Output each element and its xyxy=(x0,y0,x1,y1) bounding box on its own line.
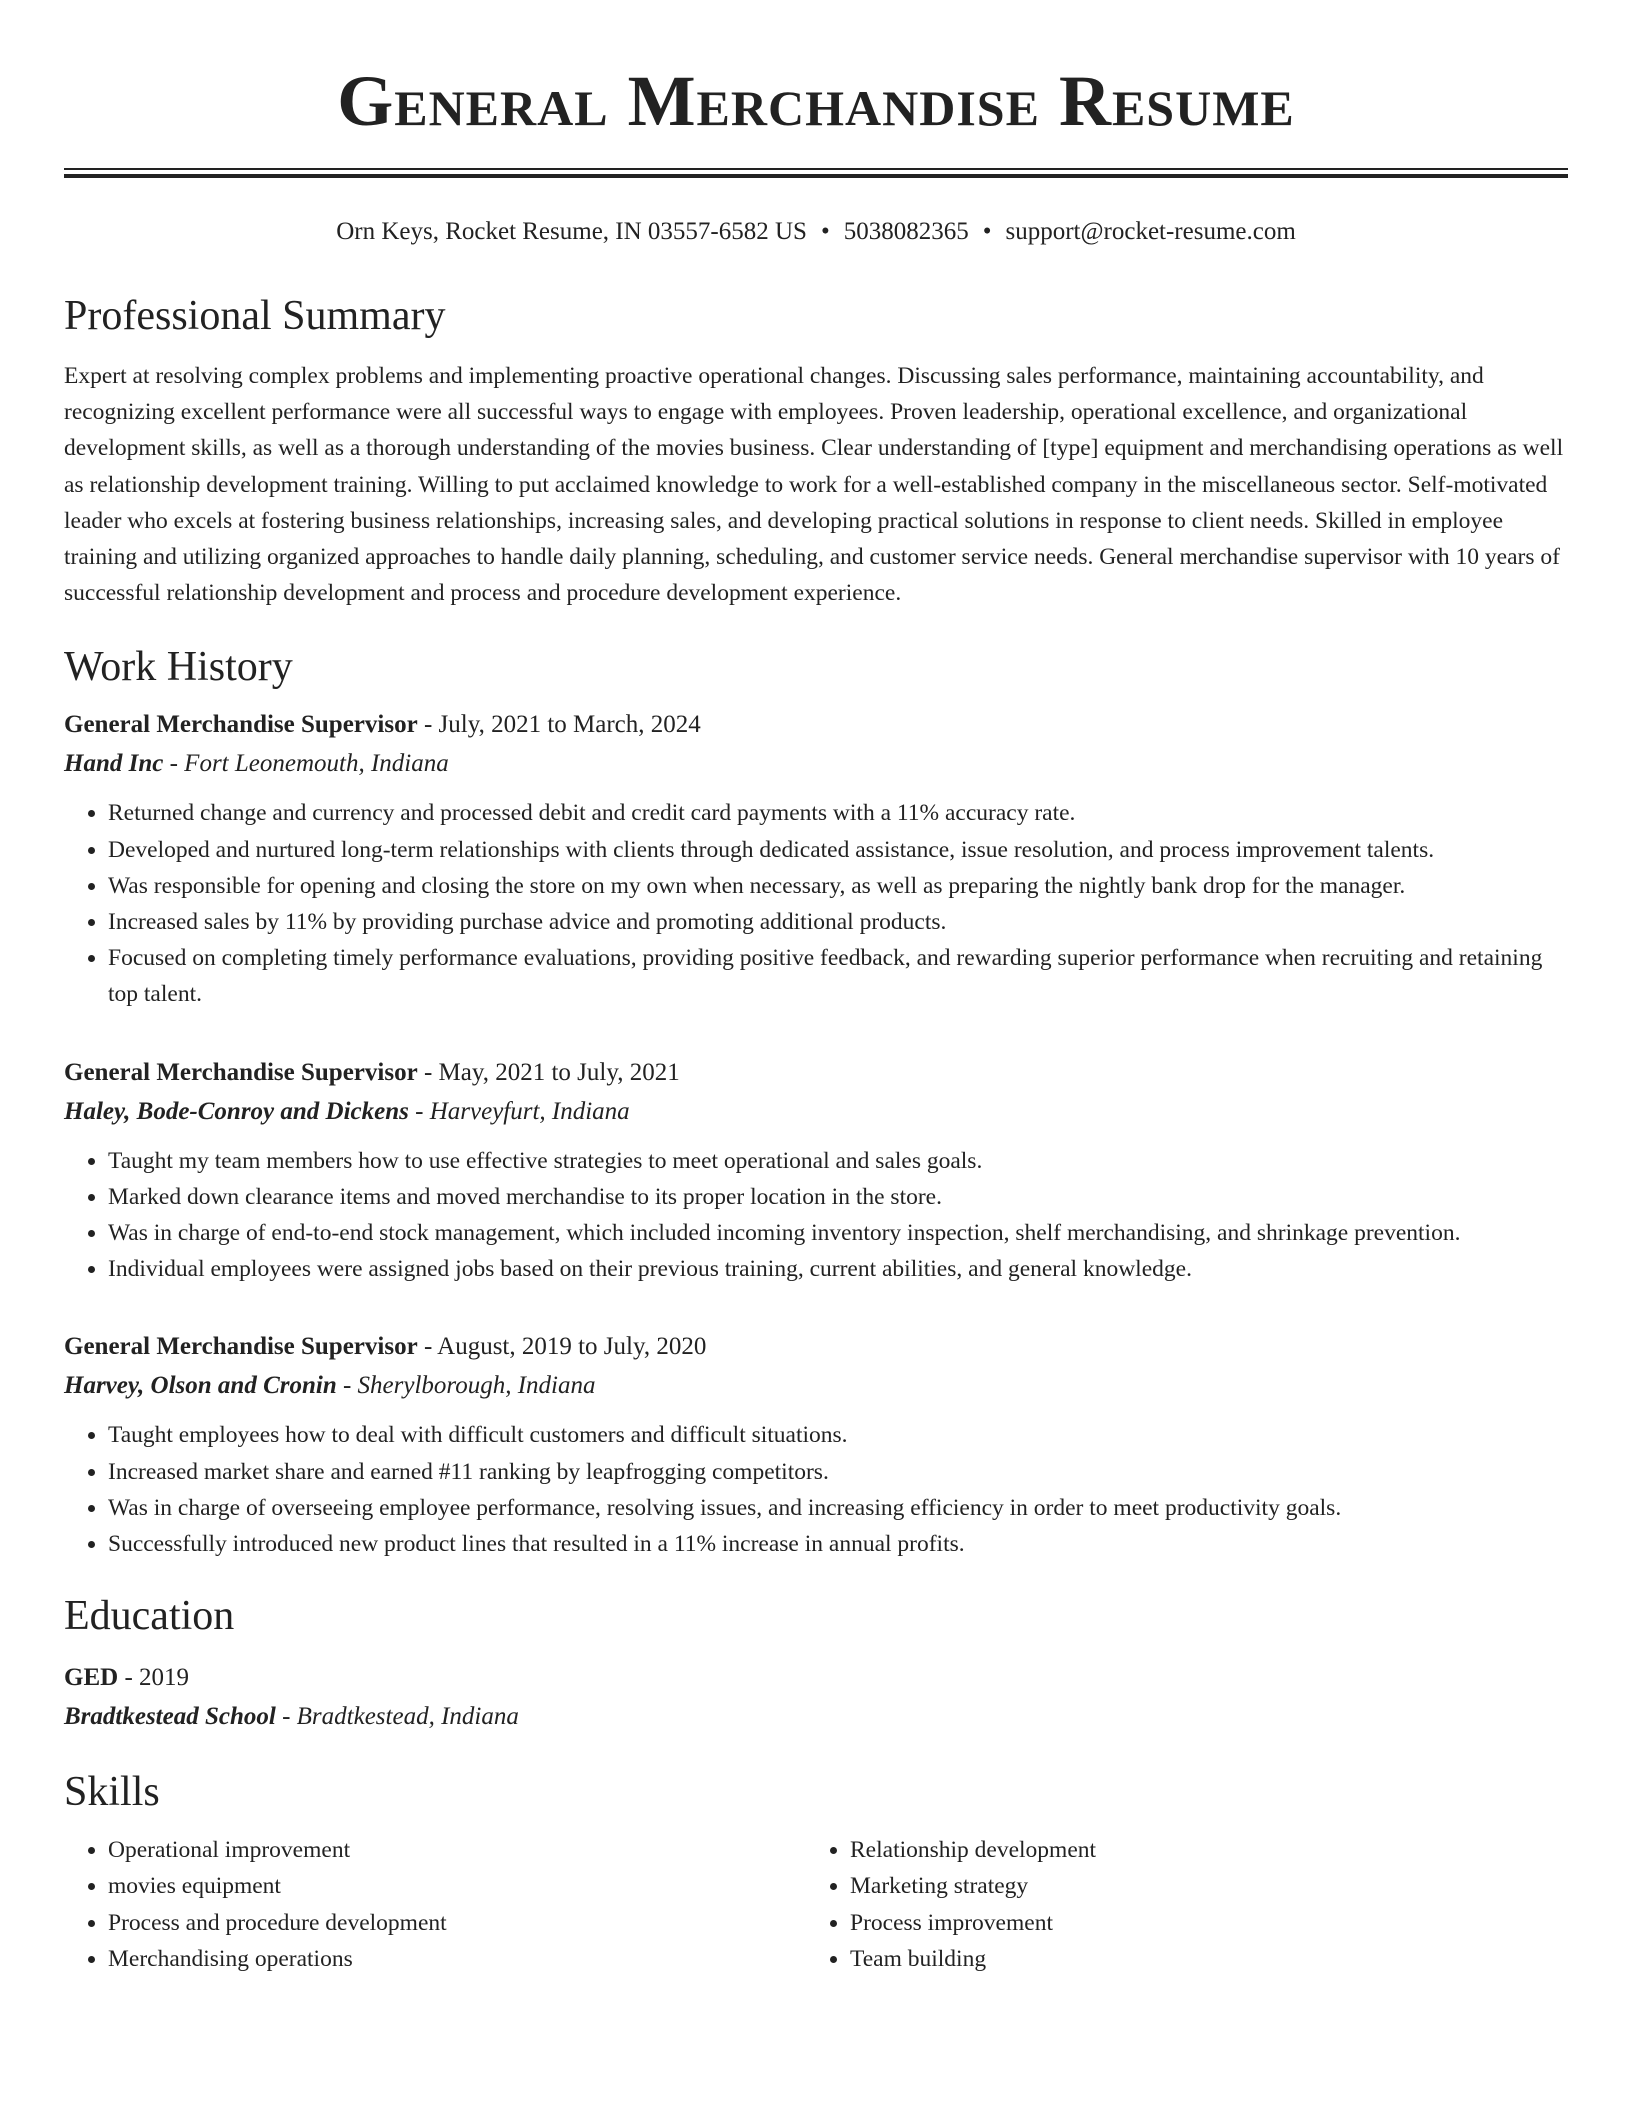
summary-heading: Professional Summary xyxy=(64,293,446,339)
job-company: Haley, Bode-Conroy and Dickens xyxy=(64,1097,409,1125)
skills-list-right xyxy=(806,1832,1568,1977)
contact-phone[interactable]: 5038082365 xyxy=(843,218,969,245)
resume-title: General Merchandise Resume xyxy=(337,61,1295,141)
job-company-line xyxy=(64,744,1568,783)
contact-separator: • xyxy=(820,218,830,245)
education-school: Bradtkestead School xyxy=(64,1703,276,1731)
job-bullets xyxy=(64,1143,1568,1288)
skill-item: • Relationship development xyxy=(850,1832,1568,1868)
job-company: Harvey, Olson and Cronin xyxy=(64,1372,337,1400)
skill-item: • movies equipment xyxy=(108,1868,806,1904)
job-bullet: • Was in charge of end-to-end stock management, which included incoming inventory inspection, shelf merchandising, and shrinkage prevention. xyxy=(108,1215,1568,1251)
summary-text: Expert at resolving complex problems and implementing proactive operational changes. Discussing sales performance, maintaining accountability, and recognizing excellent performance were all successful ways to engage with employees. Proven leadership, operational excellence, and organizational development skills, as well as a thorough understanding of the movies business. Clear understanding of [type] equipment and merchandising operations as well as relationship development training. Willing to put acclaimed knowledge to work for a well-established company in the miscellaneous sector. Self-motivated leader who excels at fostering business relationships, increasing sales, and developing practical solutions in response to client needs. Skilled in employee training and utilizing organized approaches to handle daily planning, scheduling, and customer service needs. General merchandise supervisor with 10 years of successful relationship development and process and procedure development experience. xyxy=(64,363,1564,607)
job-entry xyxy=(64,1327,1568,1562)
skills-list-left xyxy=(64,1832,806,1977)
job-bullet: • Individual employees were assigned jobs based on their previous training, current abilities, and general knowledge. xyxy=(108,1251,1568,1287)
contact-separator: • xyxy=(982,218,992,245)
job-role: General Merchandise Supervisor xyxy=(64,1333,418,1361)
job-location: - Fort Leonemouth, Indiana xyxy=(163,750,449,778)
job-bullet: • Successfully introduced new product lines that resulted in a 11% increase in annual profits. xyxy=(108,1526,1568,1562)
education-entry xyxy=(64,1658,1568,1736)
job-location: - Sherylborough, Indiana xyxy=(336,1372,596,1400)
contact-address: Orn Keys, Rocket Resume, IN 03557-6582 US xyxy=(336,218,807,245)
education-location: - Bradtkestead, Indiana xyxy=(275,1703,519,1731)
job-role: General Merchandise Supervisor xyxy=(64,1058,418,1086)
job-dates: - August, 2019 to July, 2020 xyxy=(417,1333,707,1361)
contact-line xyxy=(64,216,1568,248)
skill-item: • Process and procedure development xyxy=(108,1905,806,1941)
job-bullet: • Increased sales by 11% by providing purchase advice and promoting additional products. xyxy=(108,904,1568,940)
education-heading: Education xyxy=(64,1593,235,1640)
job-bullet: • Returned change and currency and processed debit and credit card payments with a 11% accuracy rate. xyxy=(108,795,1568,831)
job-bullet: • Was responsible for opening and closing the store on my own when necessary, as well as preparing the nightly bank drop for the manager. xyxy=(108,868,1568,904)
job-entry xyxy=(64,705,1568,1012)
skill-item: • Marketing strategy xyxy=(850,1868,1568,1904)
job-company-line xyxy=(64,1092,1568,1131)
job-title-line xyxy=(64,1327,1568,1366)
work-history-heading: Work History xyxy=(64,644,293,691)
education-degree-line xyxy=(64,1658,1568,1697)
job-bullet: • Increased market share and earned #11 ranking by leapfrogging competitors. xyxy=(108,1454,1568,1490)
job-bullet: • Marked down clearance items and moved merchandise to its proper location in the store. xyxy=(108,1179,1568,1215)
job-dates: - May, 2021 to July, 2021 xyxy=(417,1058,680,1086)
job-bullet: • Was in charge of overseeing employee performance, resolving issues, and increasing efficiency in order to meet productivity goals. xyxy=(108,1490,1568,1526)
education-year: - 2019 xyxy=(118,1664,190,1692)
skill-item: • Operational improvement xyxy=(108,1832,806,1868)
skill-item: • Team building xyxy=(850,1941,1568,1977)
education-school-line xyxy=(64,1697,1568,1736)
job-dates: - July, 2021 to March, 2024 xyxy=(417,711,701,739)
skill-item: • Process improvement xyxy=(850,1905,1568,1941)
contact-email[interactable]: support@rocket-resume.com xyxy=(1005,218,1296,245)
job-company: Hand Inc xyxy=(64,750,164,778)
job-location: - Harveyfurt, Indiana xyxy=(408,1097,630,1125)
education-degree: GED xyxy=(64,1664,119,1692)
job-company-line xyxy=(64,1366,1568,1405)
job-entry xyxy=(64,1053,1568,1288)
job-bullet: • Focused on completing timely performance evaluations, providing positive feedback, and rewarding superior performance when recruiting and retaining top talent. xyxy=(108,940,1568,1012)
job-bullets xyxy=(64,795,1568,1012)
job-bullet: • Developed and nurtured long-term relationships with clients through dedicated assistance, issue resolution, and process improvement talents. xyxy=(108,832,1568,868)
job-bullet: • Taught my team members how to use effective strategies to meet operational and sales goals. xyxy=(108,1143,1568,1179)
skills-heading: Skills xyxy=(64,1769,160,1816)
skills-grid xyxy=(64,1832,1568,1977)
job-bullets xyxy=(64,1417,1568,1562)
skill-item: • Merchandising operations xyxy=(108,1941,806,1977)
title-divider xyxy=(64,168,1568,178)
job-role: General Merchandise Supervisor xyxy=(64,711,418,739)
job-bullet: • Taught employees how to deal with difficult customers and difficult situations. xyxy=(108,1417,1568,1453)
job-title-line xyxy=(64,705,1568,744)
job-title-line xyxy=(64,1053,1568,1092)
